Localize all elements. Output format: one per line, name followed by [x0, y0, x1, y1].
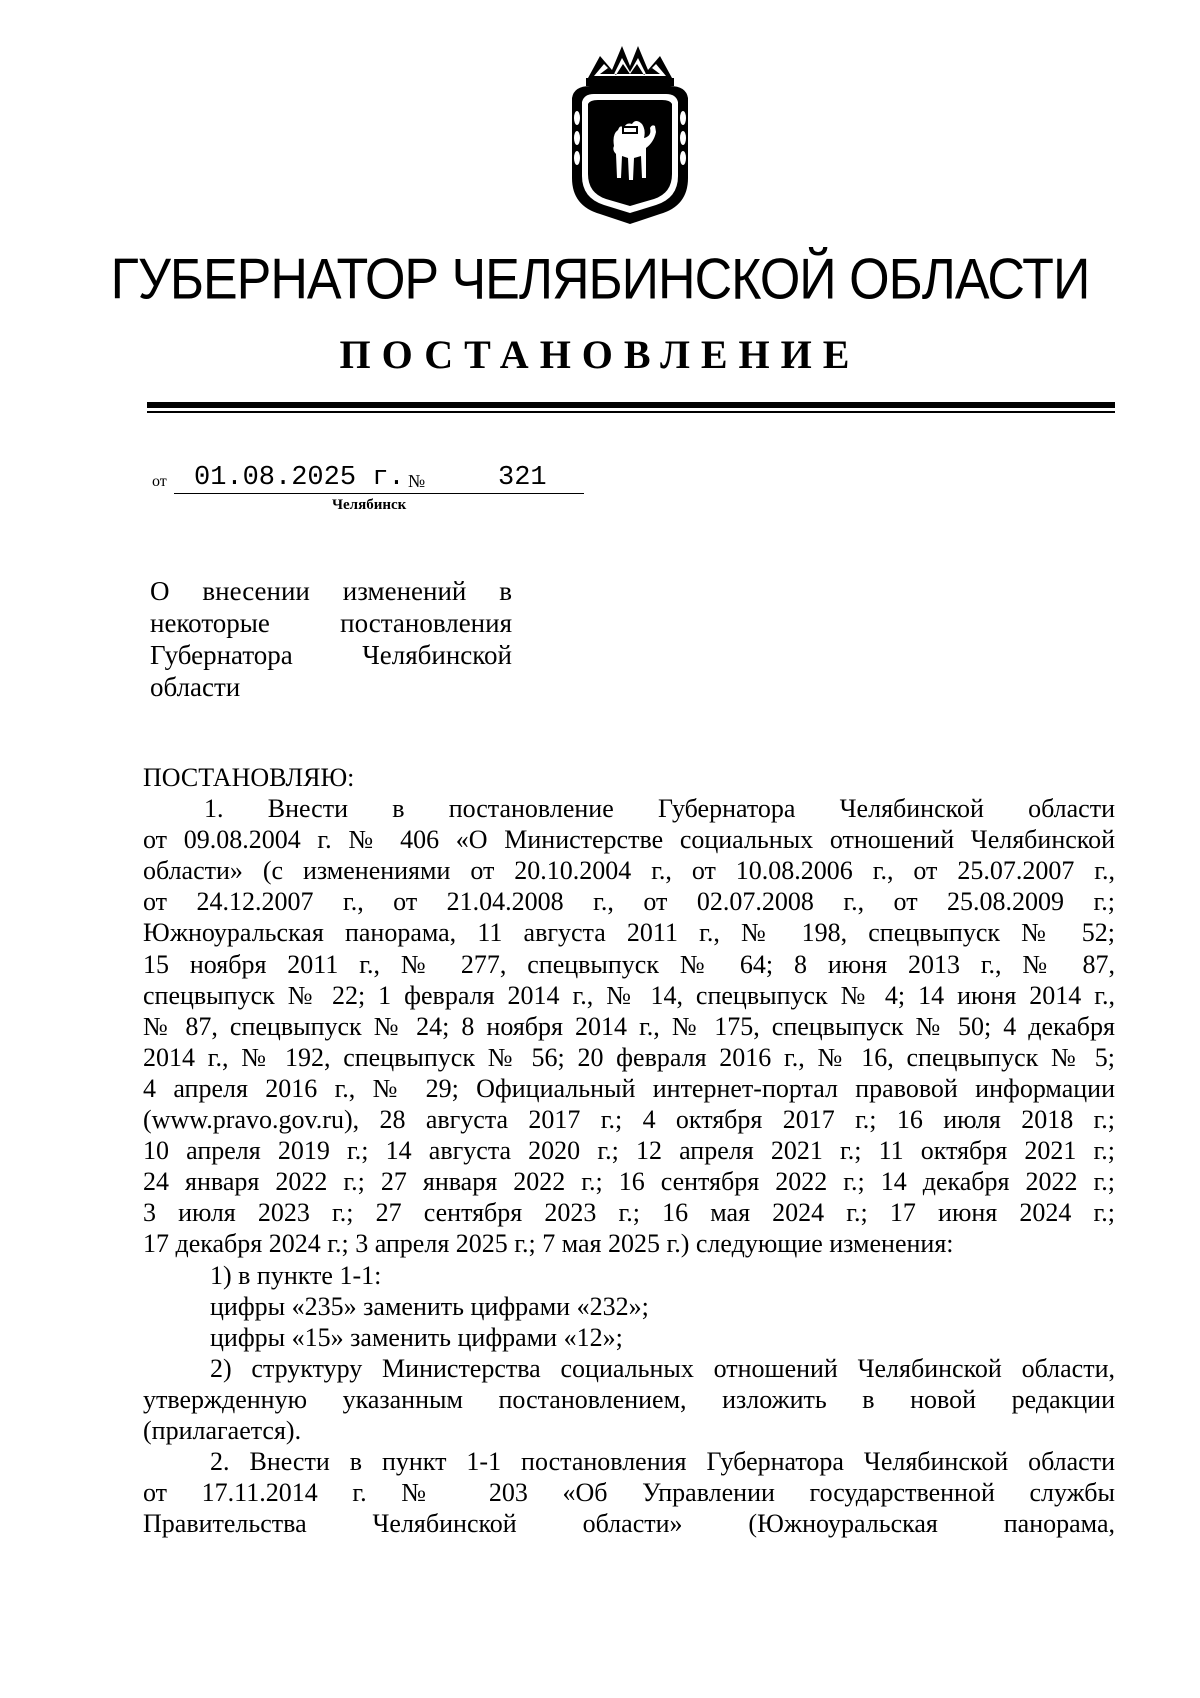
body-line: от 17.11.2014 г. № 203 «Об Управлении государственной службы — [143, 1478, 1115, 1508]
number-label: № — [408, 471, 426, 491]
body-line: цифры «235» заменить цифрами «232»; — [210, 1291, 649, 1321]
body-line: Правительства Челябинской области» (Южноуральская панорама, — [143, 1509, 1115, 1539]
body-line: 15 ноября 2011 г., № 277, спецвыпуск № 64; 8 июня 2013 г., № 87, — [143, 949, 1115, 979]
document-type-title: ПОСТАНОВЛЕНИЕ — [339, 332, 861, 377]
header-divider-thin — [147, 411, 1115, 413]
coat-of-arms-emblem — [560, 38, 700, 228]
body-line: области» (с изменениями от 20.10.2004 г., от 10.08.2006 г., от 25.07.2007 г., — [143, 856, 1115, 886]
body-line: 17 декабря 2024 г.; 3 апреля 2025 г.; 7 мая 2025 г.) следующие изменения: — [143, 1229, 954, 1259]
body-line: 2. Внести в пункт 1-1 постановления Губернатора Челябинской области — [210, 1447, 1115, 1477]
body-line: Южноуральская панорама, 11 августа 2011 г., № 198, спецвыпуск № 52; — [143, 918, 1115, 948]
document-subject — [150, 575, 512, 703]
body-line: 2) структуру Министерства социальных отношений Челябинской области, — [210, 1353, 1115, 1383]
body-line: 3 июля 2023 г.; 27 сентября 2023 г.; 16 мая 2024 г.; 17 июня 2024 г.; — [143, 1198, 1115, 1228]
document-number: 321 — [436, 463, 584, 494]
body-line: утвержденную указанным постановлением, изложить в новой редакции — [143, 1384, 1115, 1414]
body-line: 24 января 2022 г.; 27 января 2022 г.; 16 сентября 2022 г.; 14 декабря 2022 г.; — [143, 1167, 1115, 1197]
date-number-line — [152, 463, 592, 497]
body-line: (www.pravo.gov.ru), 28 августа 2017 г.; 4 октября 2017 г.; 16 июля 2018 г.; — [143, 1105, 1115, 1135]
subject-line: О внесении изменений в — [150, 576, 512, 606]
authority-title: ГУБЕРНАТОР ЧЕЛЯБИНСКОЙ ОБЛАСТИ — [110, 248, 1090, 312]
body-line: 10 апреля 2019 г.; 14 августа 2020 г.; 12 апреля 2021 г.; 11 октября 2021 г.; — [143, 1136, 1115, 1166]
body-line: 2014 г., № 192, спецвыпуск № 56; 20 февраля 2016 г., № 16, спецвыпуск № 5; — [143, 1042, 1115, 1072]
document-body — [143, 762, 1115, 1539]
subject-line: области — [150, 672, 241, 702]
body-line: 1) в пункте 1-1: — [210, 1260, 382, 1290]
city-label: Челябинск — [332, 497, 407, 513]
body-line: 1. Внести в постановление Губернатора Челябинской области — [204, 794, 1115, 824]
body-line: 4 апреля 2016 г., № 29; Официальный интернет-портал правовой информации — [143, 1073, 1115, 1103]
subject-line: некоторые постановления — [150, 608, 512, 638]
header-divider-thick — [147, 402, 1115, 408]
resolution-heading: ПОСТАНОВЛЯЮ: — [143, 763, 355, 792]
body-line: (прилагается). — [143, 1415, 302, 1445]
from-label: от — [152, 473, 167, 490]
document-date: 01.08.2025 г. — [174, 463, 436, 494]
subject-line: Губернатора Челябинской — [150, 640, 512, 670]
body-line: от 09.08.2004 г. № 406 «О Министерстве социальных отношений Челябинской — [143, 825, 1115, 855]
body-line: цифры «15» заменить цифрами «12»; — [210, 1322, 623, 1352]
body-line: от 24.12.2007 г., от 21.04.2008 г., от 02.07.2008 г., от 25.08.2009 г.; — [143, 887, 1115, 917]
body-line: спецвыпуск № 22; 1 февраля 2014 г., № 14, спецвыпуск № 4; 14 июня 2014 г., — [143, 980, 1115, 1010]
body-line: № 87, спецвыпуск № 24; 8 ноября 2014 г., № 175, спецвыпуск № 50; 4 декабря — [143, 1011, 1115, 1041]
